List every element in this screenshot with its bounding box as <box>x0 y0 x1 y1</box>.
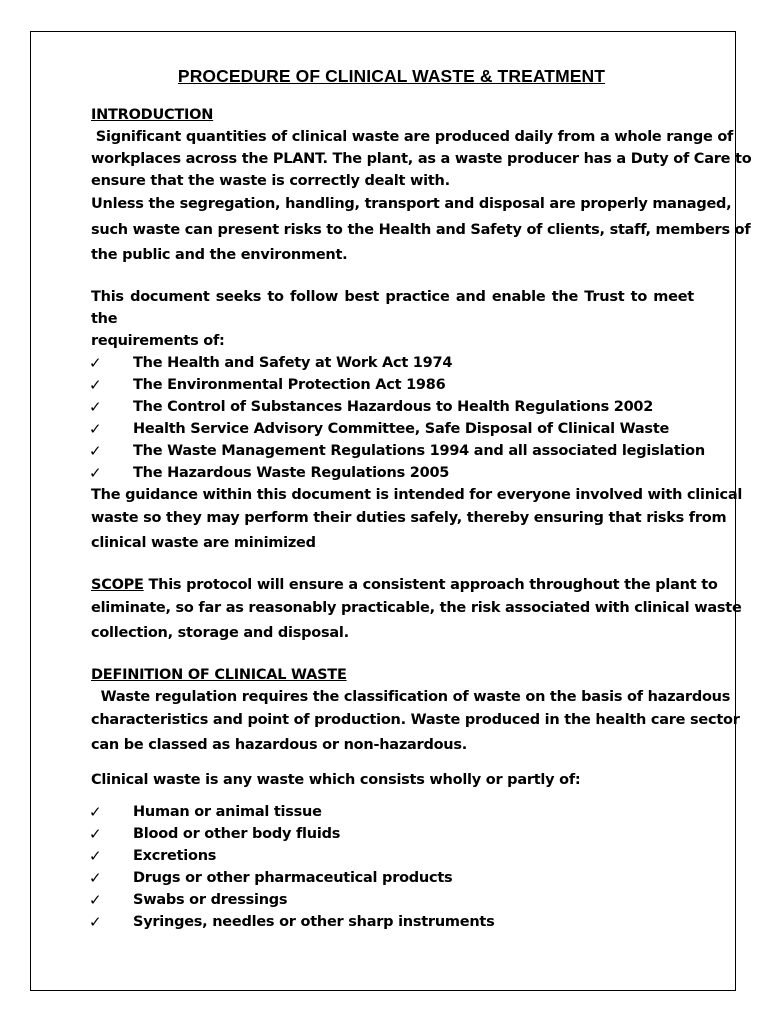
scope-line-3: collection, storage and disposal. <box>91 625 349 641</box>
check-icon: ✓ <box>89 868 102 887</box>
spacer <box>91 647 694 664</box>
spacer <box>91 759 694 769</box>
document-body <box>89 64 752 933</box>
definition-line-2: characteristics and point of production. Waste produced in the health care sector <box>91 711 740 728</box>
definition-section <box>89 664 740 933</box>
intro-line-3: ensure that the waste is correctly dealt with. <box>91 173 450 189</box>
intro-line-1: Significant quantities of clinical waste are produced daily from a whole range of <box>91 129 734 145</box>
list-item <box>91 867 694 889</box>
intro-line-2: workplaces across the PLANT. The plant, as a waste producer has a Duty of Care to <box>91 151 752 167</box>
list-item <box>91 823 694 845</box>
list-item-text: Excretions <box>133 847 217 864</box>
consists-line: Clinical waste is any waste which consists wholly or partly of: <box>91 771 581 788</box>
document-title: PROCEDURE OF CLINICAL WASTE & TREATMENT <box>177 66 606 86</box>
intro-line-6: the public and the environment. <box>91 247 348 263</box>
list-item-text: Drugs or other pharmaceutical products <box>133 869 453 886</box>
clinical-waste-list <box>91 801 694 933</box>
scope-line-2: eliminate, so far as reasonably practicable, the risk associated with clinical waste <box>91 599 742 616</box>
scope-line-1 <box>91 574 718 596</box>
guidance-line-1: The guidance within this document is intended for everyone involved with clinical <box>91 486 743 503</box>
spacer <box>91 269 694 286</box>
requirements-intro-line-2: requirements of: <box>91 332 225 349</box>
list-item-text: Human or animal tissue <box>133 803 322 820</box>
scope-section <box>91 574 742 647</box>
definition-line-1: Waste regulation requires the classification of waste on the basis of hazardous <box>91 688 731 705</box>
spacer <box>91 557 694 574</box>
guidance-line-2: waste so they may perform their duties safely, thereby ensuring that risks from <box>91 509 727 526</box>
list-item <box>91 374 694 396</box>
check-icon: ✓ <box>89 441 102 460</box>
list-item <box>91 801 694 823</box>
definition-heading: DEFINITION OF CLINICAL WASTE <box>91 666 347 683</box>
check-icon: ✓ <box>89 824 102 843</box>
requirements-intro-line-1: This document seeks to follow best practice and enable the Trust to meet the <box>91 288 694 327</box>
list-item <box>89 440 705 462</box>
list-item-text: Blood or other body fluids <box>133 825 341 842</box>
introduction-section <box>91 104 752 269</box>
check-icon: ✓ <box>89 397 102 416</box>
list-item <box>91 462 694 484</box>
list-item-text: The Control of Substances Hazardous to Health Regulations 2002 <box>133 398 654 415</box>
scope-line-1-text: This protocol will ensure a consistent approach throughout the plant to <box>143 576 718 593</box>
scope-heading: SCOPE <box>91 576 144 593</box>
list-item-text: The Hazardous Waste Regulations 2005 <box>133 464 450 481</box>
check-icon: ✓ <box>89 912 102 931</box>
check-icon: ✓ <box>89 463 102 482</box>
list-item <box>91 352 694 374</box>
check-icon: ✓ <box>89 375 102 394</box>
intro-line-5: such waste can present risks to the Health and Safety of clients, staff, members of <box>91 221 751 238</box>
list-item <box>91 889 694 911</box>
check-icon: ✓ <box>89 802 102 821</box>
list-item-text: Syringes, needles or other sharp instruments <box>133 913 495 930</box>
list-item <box>91 911 694 933</box>
list-item <box>91 845 694 867</box>
list-item-text: Swabs or dressings <box>133 891 288 908</box>
guidance-line-3: clinical waste are minimized <box>91 535 316 551</box>
check-icon: ✓ <box>89 890 102 909</box>
list-item-text: Health Service Advisory Committee, Safe Disposal of Clinical Waste <box>133 420 670 437</box>
definition-line-3: can be classed as hazardous or non-hazardous. <box>91 737 467 753</box>
check-icon: ✓ <box>89 846 102 865</box>
check-icon: ✓ <box>89 419 102 438</box>
list-item-text: The Waste Management Regulations 1994 and all associated legislation <box>133 442 705 459</box>
check-icon: ✓ <box>89 353 102 372</box>
requirements-list <box>89 352 705 484</box>
list-item-text: The Environmental Protection Act 1986 <box>133 376 446 393</box>
list-item-text: The Health and Safety at Work Act 1974 <box>133 354 453 371</box>
requirements-section <box>89 286 743 557</box>
intro-line-4: Unless the segregation, handling, transport and disposal are properly managed, <box>91 196 732 212</box>
introduction-heading: INTRODUCTION <box>91 107 214 123</box>
list-item <box>91 396 694 418</box>
list-item <box>91 418 694 440</box>
spacer <box>91 791 694 801</box>
